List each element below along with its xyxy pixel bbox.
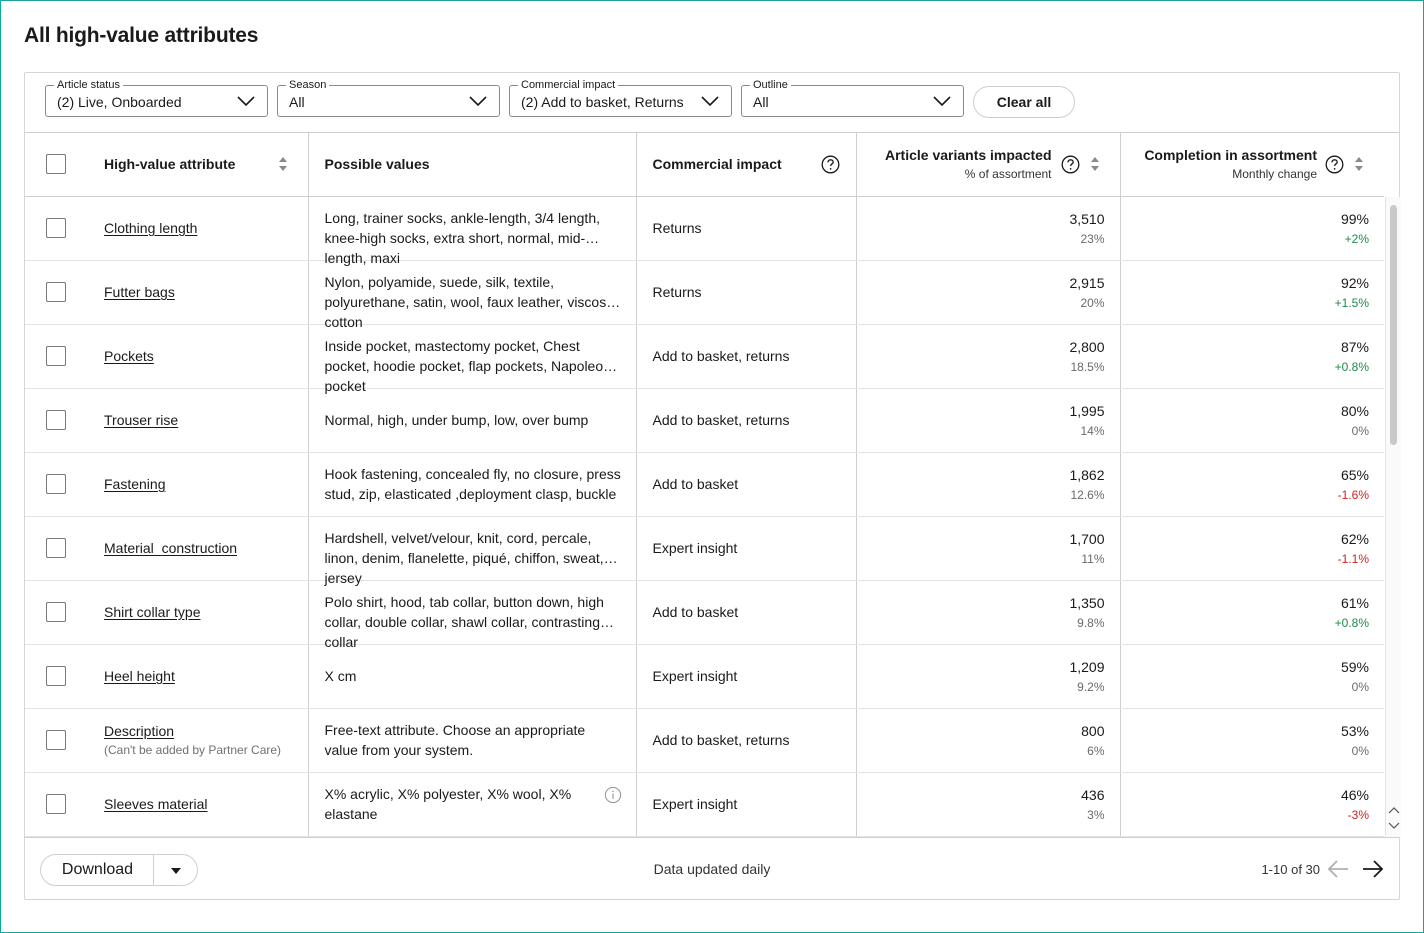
completion-value: 59%: [1340, 658, 1369, 675]
sort-icon[interactable]: [1354, 155, 1364, 173]
row-checkbox[interactable]: [46, 538, 66, 558]
commercial-impact-cell: Expert insight: [636, 772, 856, 836]
monthly-change: -1.6%: [1337, 487, 1369, 502]
commercial-impact-cell: Add to basket, returns: [636, 388, 856, 452]
possible-values-cell: [308, 324, 636, 394]
help-icon[interactable]: [821, 155, 840, 174]
completion-value: 61%: [1340, 594, 1369, 611]
monthly-change: 0%: [1351, 679, 1369, 694]
variants-cell: [856, 388, 1120, 452]
completion-cell: [1120, 452, 1384, 516]
possible-values-cell: [308, 580, 636, 650]
completion-value: 65%: [1340, 466, 1369, 483]
variants-percent: 12.6%: [1070, 487, 1105, 502]
possible-values-text: Nylon, polyamide, suede, silk, textile, polyurethane, satin, wool, faux leather, viscose, cotton: [324, 274, 618, 330]
possible-values-cell: [308, 452, 636, 516]
download-button[interactable]: Download: [41, 855, 154, 885]
season-filter[interactable]: [277, 79, 500, 117]
header-variants-sublabel: % of assortment: [964, 167, 1052, 182]
table-row: [25, 324, 1384, 388]
chevron-down-icon: [469, 95, 487, 107]
header-variants-stack: [857, 147, 1052, 181]
variants-percent: 18.5%: [1070, 359, 1105, 374]
completion-value: 46%: [1340, 786, 1369, 803]
completion-value: 87%: [1340, 338, 1369, 355]
header-completion-sublabel: Monthly change: [1232, 167, 1317, 182]
row-select-cell: [25, 452, 88, 516]
header-variants-label: Article variants impacted: [884, 147, 1052, 164]
sort-icon[interactable]: [1090, 155, 1100, 173]
table-row: [25, 580, 1384, 644]
commercial-impact-cell: Add to basket, returns: [636, 708, 856, 772]
variants-cell: [856, 708, 1120, 772]
monthly-change: 0%: [1351, 423, 1369, 438]
possible-values-text: Inside pocket, mastectomy pocket, Chest pocket, hoodie pocket, flap pockets, Napoleon pocket: [324, 338, 611, 394]
table-row: [25, 196, 1384, 260]
commercial-impact-cell: Add to basket: [636, 452, 856, 516]
attribute-cell: [88, 516, 308, 580]
table-header-row: [25, 133, 1384, 196]
attribute-link[interactable]: Pockets: [104, 348, 154, 364]
arrow-right-icon[interactable]: [1361, 858, 1385, 880]
completion-value: 80%: [1340, 402, 1369, 419]
header-variants-impacted[interactable]: [856, 133, 1120, 196]
attribute-link[interactable]: Shirt collar type: [104, 604, 201, 620]
variants-percent: 23%: [1080, 231, 1105, 246]
attribute-cell: [88, 196, 308, 260]
values-wrapper: [325, 410, 622, 430]
article-status-value: (2) Live, Onboarded: [57, 94, 182, 110]
row-select-cell: [25, 516, 88, 580]
row-select-cell: [25, 324, 88, 388]
attributes-table-container: [25, 133, 1385, 837]
possible-values-text: X% acrylic, X% polyester, X% wool, X% elastane: [324, 786, 572, 822]
completion-value: 92%: [1340, 274, 1369, 291]
values-wrapper: [324, 272, 622, 330]
row-select-cell: [25, 772, 88, 836]
variants-count: 436: [1081, 786, 1105, 803]
filter-bar: [25, 73, 1399, 133]
values-wrapper: [324, 528, 622, 586]
variants-count: 2,800: [1069, 338, 1105, 355]
monthly-change: +0.8%: [1334, 615, 1369, 630]
monthly-change: +2%: [1344, 231, 1369, 246]
row-checkbox[interactable]: [46, 410, 66, 430]
outline-filter[interactable]: [741, 79, 964, 117]
completion-cell: [1120, 580, 1384, 644]
attribute-cell: [88, 708, 308, 772]
values-wrapper: [324, 336, 622, 394]
variants-cell: [856, 516, 1120, 580]
variants-percent: 6%: [1087, 743, 1105, 758]
completion-cell: [1120, 708, 1384, 772]
commercial-impact-cell: Expert insight: [636, 516, 856, 580]
attribute-cell: [88, 388, 308, 452]
attribute-link[interactable]: Trouser rise: [104, 412, 179, 428]
values-wrapper: [324, 208, 622, 266]
monthly-change: -3%: [1347, 807, 1369, 822]
variants-count: 800: [1081, 722, 1105, 739]
attribute-link[interactable]: Material_construction: [104, 540, 238, 556]
table-row: [25, 516, 1384, 580]
data-updated-text: Data updated daily: [653, 861, 771, 877]
monthly-change: 0%: [1351, 743, 1369, 758]
attributes-table: [25, 133, 1384, 837]
attribute-cell: [88, 452, 308, 516]
variants-count: 1,350: [1069, 594, 1105, 611]
row-select-cell: [25, 260, 88, 324]
row-select-cell: [25, 388, 88, 452]
row-select-cell: [25, 196, 88, 260]
chevron-down-icon: [933, 95, 951, 107]
season-label: Season: [286, 79, 329, 91]
row-select-cell: [25, 580, 88, 644]
variants-cell: [856, 260, 1120, 324]
attribute-link[interactable]: Clothing length: [104, 220, 198, 236]
help-icon[interactable]: [1061, 155, 1080, 174]
variants-cell: [856, 772, 1120, 836]
attribute-link[interactable]: Fastening: [104, 476, 166, 492]
row-checkbox[interactable]: [46, 282, 66, 302]
arrow-left-icon[interactable]: [1326, 858, 1350, 880]
variants-cell: [856, 324, 1120, 388]
variants-cell: [856, 580, 1120, 644]
scrollbar-thumb[interactable]: [1390, 205, 1397, 445]
row-checkbox[interactable]: [46, 474, 66, 494]
completion-value: 62%: [1340, 530, 1369, 547]
completion-cell: [1120, 260, 1384, 324]
values-wrapper: [325, 720, 622, 760]
row-checkbox[interactable]: [46, 602, 66, 622]
possible-values-text: Long, trainer socks, ankle-length, 3/4 length, knee-high socks, extra short, normal, mid-length, maxi: [324, 210, 601, 266]
commercial-impact-label: Commercial impact: [518, 79, 618, 91]
article-status-filter[interactable]: [45, 79, 268, 117]
commercial-impact-cell: Expert insight: [636, 644, 856, 708]
monthly-change: +0.8%: [1334, 359, 1369, 374]
completion-cell: [1120, 644, 1384, 708]
variants-cell: [856, 644, 1120, 708]
variants-count: 1,862: [1069, 466, 1105, 483]
completion-value: 99%: [1340, 210, 1369, 227]
table-row: [25, 708, 1384, 772]
table-footer: [25, 837, 1399, 900]
help-icon[interactable]: [1325, 155, 1344, 174]
possible-values-text: Hardshell, velvet/velour, knit, cord, percale, linon, denim, flanelette, piqué, chiffon, sweat, jersey: [324, 530, 604, 586]
page-title: All high-value attributes: [24, 24, 259, 47]
variants-percent: 11%: [1081, 551, 1105, 566]
row-select-cell: [25, 644, 88, 708]
row-checkbox[interactable]: [46, 346, 66, 366]
variants-count: 3,510: [1069, 210, 1105, 227]
header-completion-stack: [1121, 147, 1318, 181]
commercial-impact-filter[interactable]: [509, 79, 732, 117]
table-scrollbar[interactable]: [1385, 197, 1401, 837]
attribute-cell: [88, 580, 308, 644]
row-checkbox[interactable]: [46, 666, 66, 686]
variants-percent: 20%: [1080, 295, 1105, 310]
completion-cell: [1120, 772, 1384, 836]
table-row: [25, 644, 1384, 708]
completion-value: 53%: [1340, 722, 1369, 739]
info-icon[interactable]: [604, 786, 622, 804]
completion-cell: [1120, 516, 1384, 580]
header-possible-values: [308, 133, 636, 196]
variants-percent: 14%: [1080, 423, 1105, 438]
table-row: [25, 260, 1384, 324]
table-row: [25, 452, 1384, 516]
variants-cell: [856, 452, 1120, 516]
possible-values-text: X cm: [324, 668, 357, 684]
attribute-cell: [88, 644, 308, 708]
values-wrapper: [324, 592, 622, 650]
monthly-change: +1.5%: [1334, 295, 1369, 310]
possible-values-text: Normal, high, under bump, low, over bump: [324, 412, 589, 428]
attribute-link[interactable]: Sleeves material: [104, 796, 208, 812]
attribute-note: (Can't be added by Partner Care): [104, 743, 282, 757]
header-select-cell: [25, 133, 88, 196]
row-checkbox[interactable]: [46, 794, 66, 814]
sort-icon[interactable]: [278, 155, 288, 173]
possible-values-cell: [308, 516, 636, 586]
row-checkbox[interactable]: [46, 218, 66, 238]
select-all-checkbox[interactable]: [46, 154, 66, 174]
attribute-link[interactable]: Description: [104, 723, 175, 739]
chevron-down-icon: [237, 95, 255, 107]
variants-percent: 9.2%: [1077, 679, 1105, 694]
possible-values-text: Hook fastening, concealed fly, no closure, press stud, zip, elasticated ,deployment clasp, buckle: [324, 466, 621, 502]
possible-values-cell: [308, 260, 636, 330]
attribute-cell: [88, 260, 308, 324]
variants-cell: [856, 196, 1120, 260]
article-status-label: Article status: [54, 79, 123, 91]
possible-values-cell: [308, 772, 636, 836]
variants-count: 1,995: [1069, 402, 1105, 419]
header-impact-label: Commercial impact: [652, 156, 782, 173]
values-wrapper: [325, 666, 622, 686]
possible-values-cell: [308, 196, 636, 266]
season-value: All: [289, 94, 305, 110]
commercial-impact-cell: Add to basket: [636, 580, 856, 644]
table-row: [25, 388, 1384, 452]
table-row: [25, 772, 1384, 836]
values-wrapper: [325, 464, 622, 504]
possible-values-cell: [308, 708, 636, 772]
possible-values-cell: [308, 388, 636, 452]
table-body: [25, 196, 1384, 836]
possible-values-text: Free-text attribute. Choose an appropriate value from your system.: [324, 722, 586, 758]
attribute-link[interactable]: Futter bags: [104, 284, 175, 300]
completion-cell: [1120, 196, 1384, 260]
variants-count: 1,209: [1069, 658, 1105, 675]
completion-cell: [1120, 324, 1384, 388]
row-checkbox[interactable]: [46, 730, 66, 750]
attributes-card: [24, 72, 1400, 900]
variants-count: 2,915: [1069, 274, 1105, 291]
outline-value: All: [753, 94, 769, 110]
header-attribute-label: High-value attribute: [104, 156, 236, 173]
monthly-change: -1.1%: [1337, 551, 1369, 566]
scroll-up-icon[interactable]: [1388, 805, 1400, 815]
header-commercial-impact: [636, 133, 856, 196]
outline-label: Outline: [750, 79, 791, 91]
header-completion-label: Completion in assortment: [1144, 147, 1317, 164]
commercial-impact-value: (2) Add to basket, Returns: [521, 94, 684, 110]
header-completion[interactable]: [1120, 133, 1384, 196]
possible-values-cell: [308, 644, 636, 708]
values-wrapper: [325, 784, 622, 824]
variants-percent: 3%: [1087, 807, 1105, 822]
commercial-impact-cell: Returns: [636, 260, 856, 324]
attribute-cell: [88, 772, 308, 836]
row-select-cell: [25, 708, 88, 772]
variants-count: 1,700: [1069, 530, 1105, 547]
header-values-label: Possible values: [324, 156, 430, 173]
commercial-impact-cell: Add to basket, returns: [636, 324, 856, 388]
possible-values-text: Polo shirt, hood, tab collar, button down, high collar, double collar, shawl collar, contrasting collar: [324, 594, 604, 650]
completion-cell: [1120, 388, 1384, 452]
attribute-cell: [88, 324, 308, 388]
header-attribute[interactable]: [88, 133, 308, 196]
scroll-down-icon[interactable]: [1388, 821, 1400, 831]
attribute-link[interactable]: Heel height: [104, 668, 175, 684]
chevron-down-icon: [701, 95, 719, 107]
clear-all-button[interactable]: Clear all: [973, 86, 1075, 118]
pagination-text: 1-10 of 30: [1261, 862, 1320, 877]
commercial-impact-cell: Returns: [636, 196, 856, 260]
variants-percent: 9.8%: [1077, 615, 1105, 630]
